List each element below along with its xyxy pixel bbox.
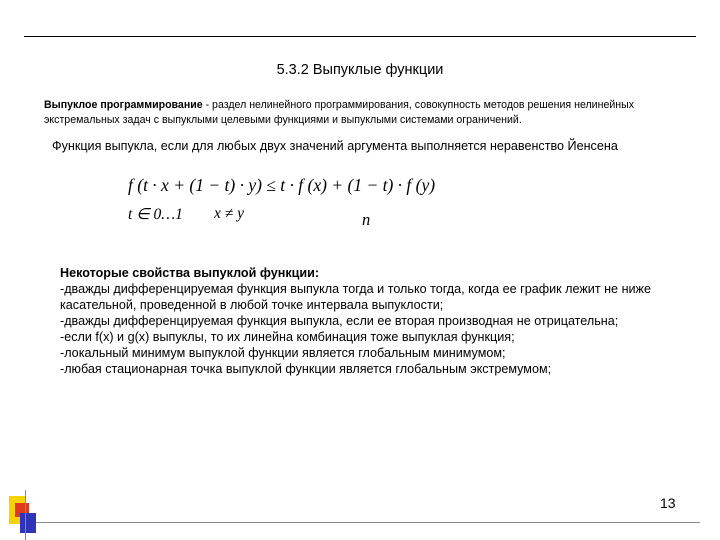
definition-term: Выпуклое программирование xyxy=(44,99,203,111)
jensen-inequality-formula: f (t · x + (1 − t) · y) ≤ t · f (x) + (1 − t) · f (y) xyxy=(128,175,436,195)
definition-paragraph xyxy=(44,98,684,127)
formula-n-symbol: n xyxy=(362,210,371,229)
property-item: -локальный минимум выпуклой функции является глобальным минимумом; xyxy=(60,346,506,360)
convex-function-intro: Функция выпукла, если для любых двух значений аргумента выполняется неравенство Йенсена xyxy=(52,139,618,153)
property-item: -любая стационарная точка выпуклой функции является глобальным экстремумом; xyxy=(60,362,552,376)
page-number: 13 xyxy=(660,495,676,511)
decorative-blue-square xyxy=(20,513,36,533)
top-divider xyxy=(24,36,696,37)
properties-heading: Некоторые свойства выпуклой функции: xyxy=(60,266,320,280)
formula-condition-xy: x ≠ y xyxy=(214,205,245,222)
properties-block xyxy=(60,265,680,377)
property-item: -дважды дифференцируемая функция выпукла, если ее вторая производная не отрицательна; xyxy=(60,314,619,328)
property-item: -дважды дифференцируемая функция выпукла тогда и только тогда, когда ее график лежит не ниже касательной, проведенной в любой точке интервала выпуклости; xyxy=(60,282,651,312)
decorative-vertical-line xyxy=(25,490,26,540)
definition-text: - раздел нелинейного программирования, совокупность методов решения нелинейных экстремальных задач с выпуклыми целевыми функциями и выпуклыми системами ограничений. xyxy=(44,99,635,126)
property-item: -если f(x) и g(x) выпуклы, то их линейна комбинация тоже выпуклая функция; xyxy=(60,330,515,344)
slide-title: 5.3.2 Выпуклые функции xyxy=(276,62,444,78)
formula-condition-t: t ∈ 0…1 xyxy=(128,206,183,223)
bottom-divider xyxy=(10,522,700,523)
